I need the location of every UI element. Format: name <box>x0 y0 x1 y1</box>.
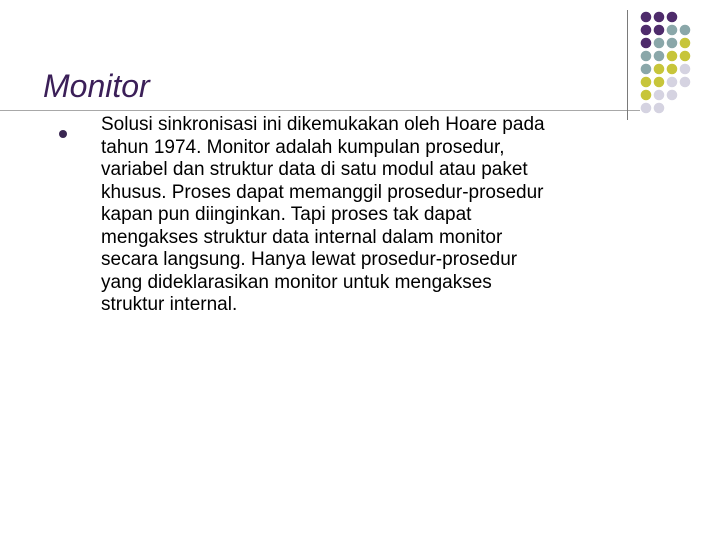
decorative-dot-grid <box>640 11 712 115</box>
decorative-dot <box>680 51 691 62</box>
bullet-text-line: secara langsung. Hanya lewat prosedur-prosedur <box>101 249 518 270</box>
decorative-dot <box>654 25 665 36</box>
decorative-dot <box>654 12 665 23</box>
decorative-dot <box>641 103 652 114</box>
decorative-dot <box>680 38 691 49</box>
decorative-dot <box>641 90 652 101</box>
decorative-dot <box>680 77 691 88</box>
bullet-text-line: kapan pun diinginkan. Tapi proses tak dapat <box>101 204 472 225</box>
title-divider-line <box>0 110 640 111</box>
vertical-divider-line <box>627 10 628 120</box>
bullet-text-line: Solusi sinkronisasi ini dikemukakan oleh Hoare pada <box>101 114 545 135</box>
decorative-dot <box>667 90 678 101</box>
decorative-dot <box>654 64 665 75</box>
bullet-text <box>101 114 666 317</box>
slide-title: Monitor <box>43 68 150 104</box>
decorative-dot <box>641 25 652 36</box>
decorative-dot <box>680 64 691 75</box>
decorative-dot <box>641 51 652 62</box>
decorative-dot <box>641 38 652 49</box>
decorative-dot <box>667 77 678 88</box>
bullet-text-line: struktur internal. <box>101 294 238 315</box>
bullet-text-line: yang dideklarasikan monitor untuk mengakses <box>101 271 492 293</box>
decorative-dot <box>667 25 678 36</box>
decorative-dot <box>667 12 678 23</box>
bullet-text-line: tahun 1974. Monitor adalah kumpulan prosedur, <box>101 136 505 158</box>
decorative-dot <box>654 77 665 88</box>
bullet-text-line: mengakses struktur data internal dalam monitor <box>101 226 503 248</box>
decorative-dot <box>667 51 678 62</box>
decorative-dot <box>680 25 691 36</box>
decorative-dot <box>667 38 678 49</box>
decorative-dot <box>667 64 678 75</box>
bullet-text-line: variabel dan struktur data di satu modul atau paket <box>101 159 528 180</box>
decorative-dot <box>654 38 665 49</box>
decorative-dot <box>654 90 665 101</box>
decorative-dot <box>654 51 665 62</box>
decorative-dot <box>641 12 652 23</box>
decorative-dot <box>641 64 652 75</box>
bullet-dot-icon <box>59 130 67 138</box>
decorative-dot <box>654 103 665 114</box>
decorative-dot <box>641 77 652 88</box>
bullet-text-line: khusus. Proses dapat memanggil prosedur-prosedur <box>101 181 544 203</box>
